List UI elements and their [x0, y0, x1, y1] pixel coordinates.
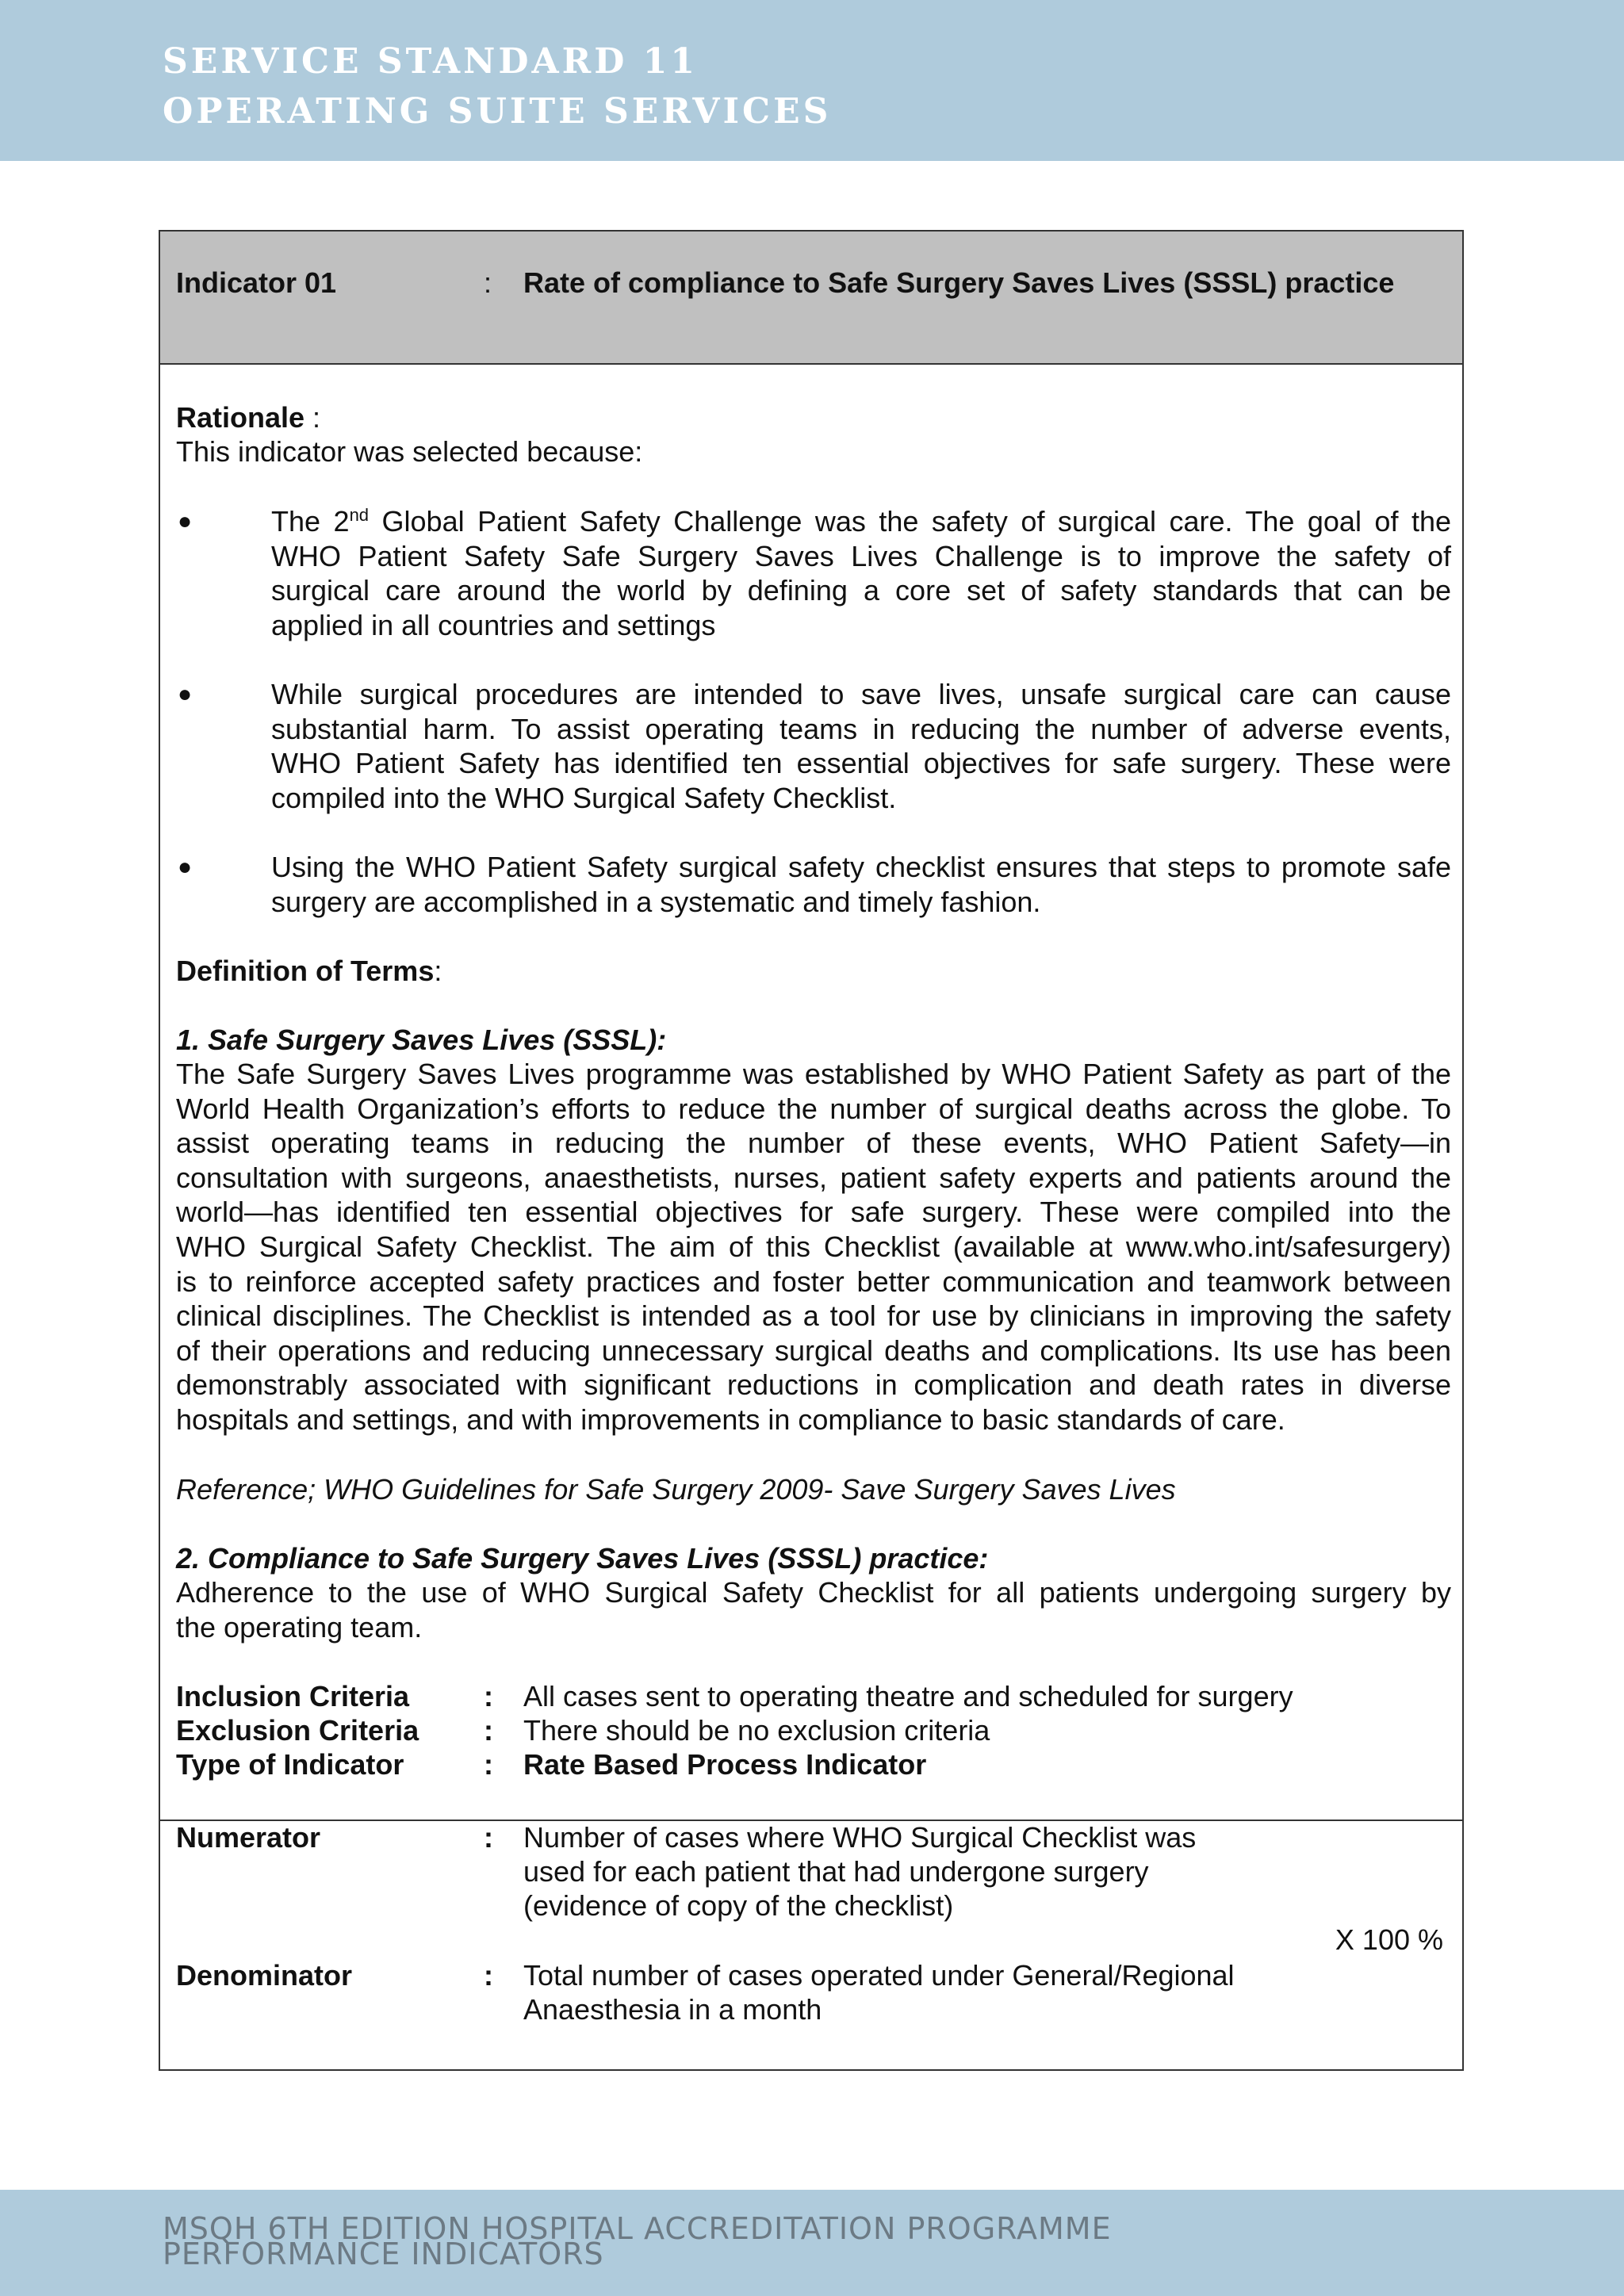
- type-colon: :: [484, 1748, 493, 1781]
- reference-note: Reference; WHO Guidelines for Safe Surgery 2009- Save Surgery Saves Lives: [176, 1473, 1176, 1506]
- exclusion-label: Exclusion Criteria: [176, 1714, 419, 1747]
- indicator-colon: :: [484, 266, 492, 299]
- multiplier: X 100 %: [1335, 1923, 1443, 1956]
- term2-title: 2. Compliance to Safe Surgery Saves Lives (SSSL) practice:: [176, 1542, 989, 1575]
- footer-subtitle: PERFORMANCE INDICATORS: [163, 2237, 604, 2271]
- exclusion-value: There should be no exclusion criteria: [523, 1714, 990, 1747]
- inclusion-colon: :: [484, 1680, 493, 1712]
- numerator-colon: :: [484, 1821, 493, 1854]
- definitions-heading: Definition of Terms:: [176, 955, 442, 987]
- denominator-line-1: Total number of cases operated under General/Regional: [523, 1959, 1235, 1992]
- numerator-line-2: used for each patient that had undergone surgery: [523, 1855, 1149, 1888]
- standard-title: OPERATING SUITE SERVICES: [163, 91, 832, 132]
- rationale-bullet-3: Using the WHO Patient Safety surgical safety checklist ensures that steps to promote safe surgery are accomplished in a systematic and timely fashion.: [271, 851, 1451, 918]
- indicator-label: Indicator 01: [176, 266, 337, 299]
- term1-title: 1. Safe Surgery Saves Lives (SSSL):: [176, 1024, 667, 1056]
- denominator-colon: :: [484, 1959, 493, 1992]
- denominator-line-2: Anaesthesia in a month: [523, 1993, 822, 2026]
- page-header: [0, 0, 1624, 161]
- rationale-bullet-2: While surgical procedures are intended to save lives, unsafe surgical care can cause substantial harm. To assist operating teams in reducing the number of adverse events, WHO Patient Safety has identified ten essential objectives for safe surgery. These were compiled into the WHO Surgical Safety Checklist.: [271, 678, 1451, 814]
- term2-body: Adherence to the use of WHO Surgical Safety Checklist for all patients undergoing surgery by the operating team.: [176, 1576, 1451, 1644]
- exclusion-colon: :: [484, 1714, 493, 1747]
- indicator-title: Rate of compliance to Safe Surgery Saves Lives (SSSL) practice: [523, 266, 1395, 299]
- footer-programme: MSQH 6TH EDITION HOSPITAL ACCREDITATION PROGRAMME: [163, 2211, 1112, 2246]
- type-value: Rate Based Process Indicator: [523, 1748, 927, 1781]
- bullet-icon: ●: [178, 854, 193, 880]
- page-footer: [0, 2190, 1624, 2296]
- rationale-heading: Rationale :: [176, 401, 321, 434]
- indicator-card: [159, 230, 1464, 2071]
- term1-body: The Safe Surgery Saves Lives programme was established by WHO Patient Safety as part of the World Health Organization’s efforts to reduce the number of surgical deaths across the globe. To assist operating teams in reducing the number of these events, WHO Patient Safety—in consultation with surgeons, anaesthetists, nurses, patient safety experts and patients around the world—has identified ten essential objectives for safe surgery. These were compiled into the WHO Surgical Safety Checklist. The aim of this Checklist (available at www.who.int/safesurgery) is to reinforce accepted safety practices and foster better communication and teamwork between clinical disciplines. The Checklist is intended as a tool for use by clinicians in improving the safety of their operations and reducing unnecessary surgical deaths and complications. Its use has been demonstrably associated with significant reductions in complication and death rates in diverse hospitals and settings, and with improvements in compliance to basic standards of care.: [176, 1058, 1451, 1436]
- numerator-label: Numerator: [176, 1821, 321, 1854]
- bullet-icon: ●: [178, 508, 193, 534]
- denominator-label: Denominator: [176, 1959, 353, 1992]
- inclusion-value: All cases sent to operating theatre and scheduled for surgery: [523, 1680, 1293, 1712]
- numerator-line-1: Number of cases where WHO Surgical Checklist was: [523, 1821, 1197, 1854]
- rationale-intro: This indicator was selected because:: [176, 435, 643, 468]
- bullet-icon: ●: [178, 681, 193, 707]
- numerator-line-3: (evidence of copy of the checklist): [523, 1889, 954, 1922]
- inclusion-label: Inclusion Criteria: [176, 1680, 410, 1712]
- rationale-bullet-1: The 2nd Global Patient Safety Challenge was the safety of surgical care. The goal of the WHO Patient Safety Safe Surgery Saves Lives Challenge is to improve the safety of surgical care around the world by defining a core set of safety standards that can be applied in all countries and settings: [271, 505, 1451, 641]
- standard-number: SERVICE STANDARD 11: [163, 41, 698, 82]
- type-label: Type of Indicator: [176, 1748, 404, 1781]
- indicator-header: [160, 232, 1462, 365]
